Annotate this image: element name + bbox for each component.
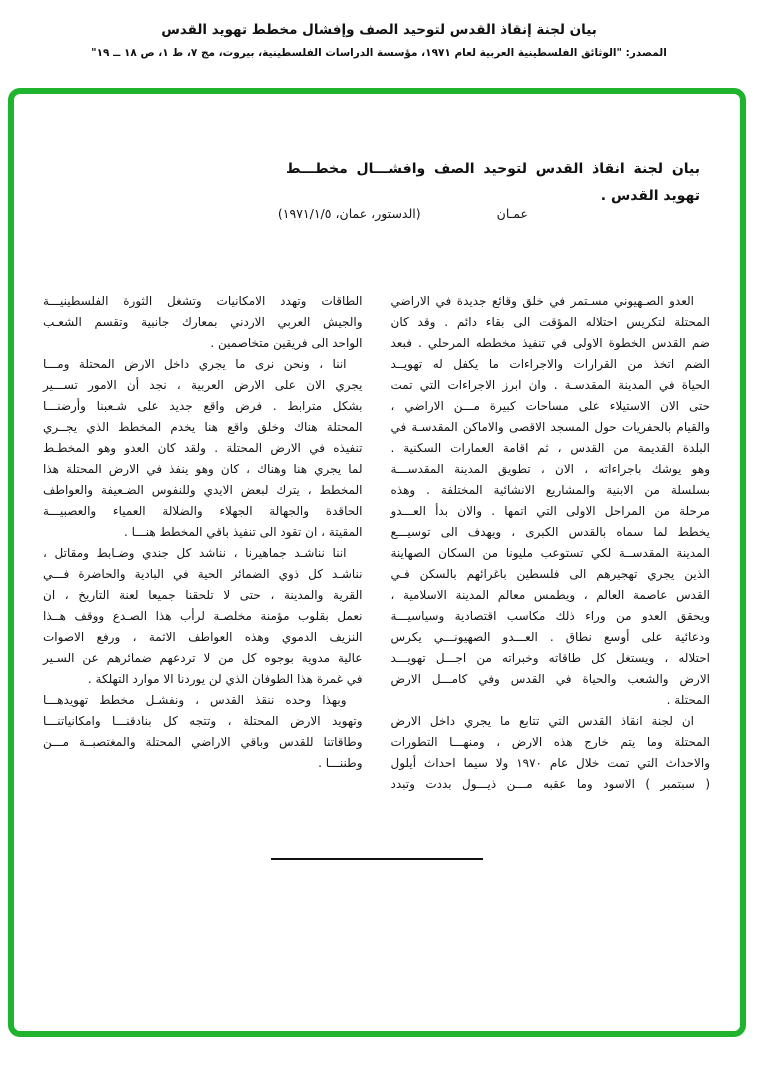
body-line: اننا ، ونحن نرى ما يجري داخل الارض المحتلة ومـــا — [43, 357, 347, 371]
body-line: وهو يوشك باجراءاته ، الان ، تطويق المدينة المقدســـة — [390, 462, 710, 476]
body-line: الواحد الى فريقين متخاصمين . — [210, 336, 363, 350]
body-line: والقيام بالحفريات حول المسجد الاقصى والاماكن المقدسـة في — [390, 420, 710, 434]
body-column-right — [391, 291, 711, 795]
body-line: ان لجنة انقاذ القدس التي تتابع ما يجري داخل الارض — [390, 714, 694, 728]
body-line: والجيش العربي الاردني بمعارك جانبية وتقسم الشعـب — [43, 315, 363, 329]
body-line: مرحلة من المراحل الاولى التي اتمها . والان بدأ العـــدو — [390, 504, 710, 518]
body-line: تنفيذه في الارض المحتلة . ولقد كان العدو وهو المخطـط — [43, 441, 363, 455]
body-line: في غمرة هذا الطوفان الذي لن يوردنا الا موارد التهلكة . — [87, 672, 363, 686]
body-line: نعمل بقلوب مؤمنة مخلصـة لرأب هذا الصـدع ووقف هــذا — [43, 609, 363, 623]
body-line: الذين يجري تهجيرهم الى فلسطين باغرائهم بالسكن فـي — [390, 567, 710, 581]
document-body — [43, 291, 710, 795]
body-line: وطننـــا . — [318, 756, 363, 770]
body-line: الحاقدة والجهالة الجهلاء والضلالة العمياء والعصبيـــة — [43, 504, 363, 518]
body-line: لما يجري هنا وهناك ، كان وهو ينفذ في الارض المحتلة هذا — [43, 462, 363, 476]
body-line: المخطط ، يترك لبعض الايدي وللنفوس الضـعيفة والعواطف — [43, 483, 363, 497]
body-line: بشكل مترابط . فرض واقع جديد على شـعبنا وأرضنـــا — [43, 399, 363, 413]
body-line: النزيف الدموي وهذه العواطف الاثمة ، ورفع الاصوات — [43, 630, 363, 644]
document-title-line2: تهويد القدس . — [600, 188, 700, 204]
body-line: المقيتة ، ان تقود الى تنفيذ باقي المخطط هنـــا . — [123, 525, 363, 539]
body-line: ضم القدس الخطوة الاولى في تنفيذ مخططه المرحلي . فبعد — [390, 336, 710, 350]
document-frame — [8, 88, 746, 1037]
body-line: اننا نناشـد جماهيرنا ، نناشد كل جندي وضـابط ومقاتل ، — [43, 546, 347, 560]
dateline-source: (الدستور، عمان، ١٩٧١/١/٥) — [277, 206, 421, 221]
body-line: ( سبتمبر ) الاسود وما عقبه مـــن ذيـــول بددت وتبدد — [390, 777, 710, 791]
page-header — [0, 0, 758, 59]
body-line: الضم اتخذ من القرارات والاجراءات ما يكفل له تهويــد — [390, 357, 710, 371]
body-line: المحتلة لتكريس احتلاله المؤقت الى بقاء دائم . وقد كان — [390, 315, 710, 329]
source-citation: المصدر: "الوثائق الفلسطينية العربية لعام ١٩٧١، مؤسسة الدراسات الفلسطينية، بيروت، مج ٧، ط ١، ص ١٨ ــ ١٩" — [91, 47, 667, 59]
body-line: نناشـد كل ذوي الضمائر الحية في البادية والحاضرة فـــي — [43, 567, 363, 581]
body-line: القدس عاصمة العالم ، ويطمس معالم المدينة الاسلامية ، — [390, 588, 710, 602]
body-line: الارض والشعب والحياة في القدس وفي كامـــل الارض — [390, 672, 710, 686]
page-title: بيان لجنة إنقاذ القدس لتوحيد الصف وإفشال مخطط تهويد القدس — [161, 22, 597, 38]
divider-line — [271, 858, 483, 860]
body-line: الطاقات وتهدد الامكانيات وتشغل الثورة الفلسطينيـــة — [43, 294, 363, 308]
body-line: احتلاله ، ويستغل كل طاقاته وخبراته من اجـــل تهويـــد — [390, 651, 710, 665]
body-line: القرية والمدينة ، حتى لا تلحقنا جميعا لعنة التاريخ ، ان — [43, 588, 363, 602]
body-line: ويحقق العدو من وراء ذلك مكاسب اقتصادية وسياسيـــة — [390, 609, 710, 623]
body-column-left — [43, 291, 363, 795]
body-line: المحتلة وما يتم خارج هذه الارض ، ومنهـــا التطورات — [390, 735, 710, 749]
body-line: ودعائية على أوسع نطاق . العـــدو الصهيونـــي يكرس — [390, 630, 710, 644]
dateline-city: عمـان — [496, 206, 528, 221]
body-line: والاحداث التي تمت خلال عام ١٩٧٠ ولا سيما احداث أيلول — [390, 756, 710, 770]
body-line: بسلسلة من الابنية والمشاريع الانشائية المختلفة . وهذه — [390, 483, 710, 497]
body-line: يجري الان على الارض العربية ، نجد أن الامور تســـير — [43, 378, 363, 392]
body-line: المحتلة . — [666, 693, 710, 707]
document-title-line1: بيان لجنة انقاذ القدس لتوحيد الصف وافشـــال مخطـــط — [286, 161, 700, 177]
body-line: وبهذا وحده ننقذ القدس ، ونفشـل مخطط تهويدهـــا — [43, 693, 347, 707]
body-line: وتهويد الارض المحتلة ، وتتجه كل بنادقنـــا وامكانياتنـــا — [43, 714, 363, 728]
body-line: الحياة في المدينة المقدسـة . وان ابرز الاجراءات التي تمت — [390, 378, 710, 392]
body-line: عالية مدوية بوجوه كل من لا تردعهم ضمائرهم عن السـير — [43, 651, 363, 665]
body-line: العدو الصـهيوني مسـتمر في خلق وقائع جديدة في الاراضي — [390, 294, 694, 308]
body-line: وطاقاتنا للقدس وباقي الاراضي المحتلة والمغتصبــة مـــن — [43, 735, 363, 749]
dateline — [278, 206, 528, 221]
body-line: البلدة القديمة من القدس ، ثم اقامة العمارات السكنية . — [390, 441, 710, 455]
body-line: حتى الان الاستيلاء على مساحات كبيرة مـــن الاراضي ، — [390, 399, 710, 413]
body-line: يخطط لما سماه بالقدس الكبرى ، ويهدف الى توسيـــع — [390, 525, 710, 539]
body-line: المحتلة هناك وخلق واقع هنا يخدم المخطط الذي يجــري — [43, 420, 363, 434]
document-title — [286, 156, 700, 210]
body-line: المدينة المقدســة لكي تستوعب مليونا من السكان الصهاينة — [390, 546, 710, 560]
